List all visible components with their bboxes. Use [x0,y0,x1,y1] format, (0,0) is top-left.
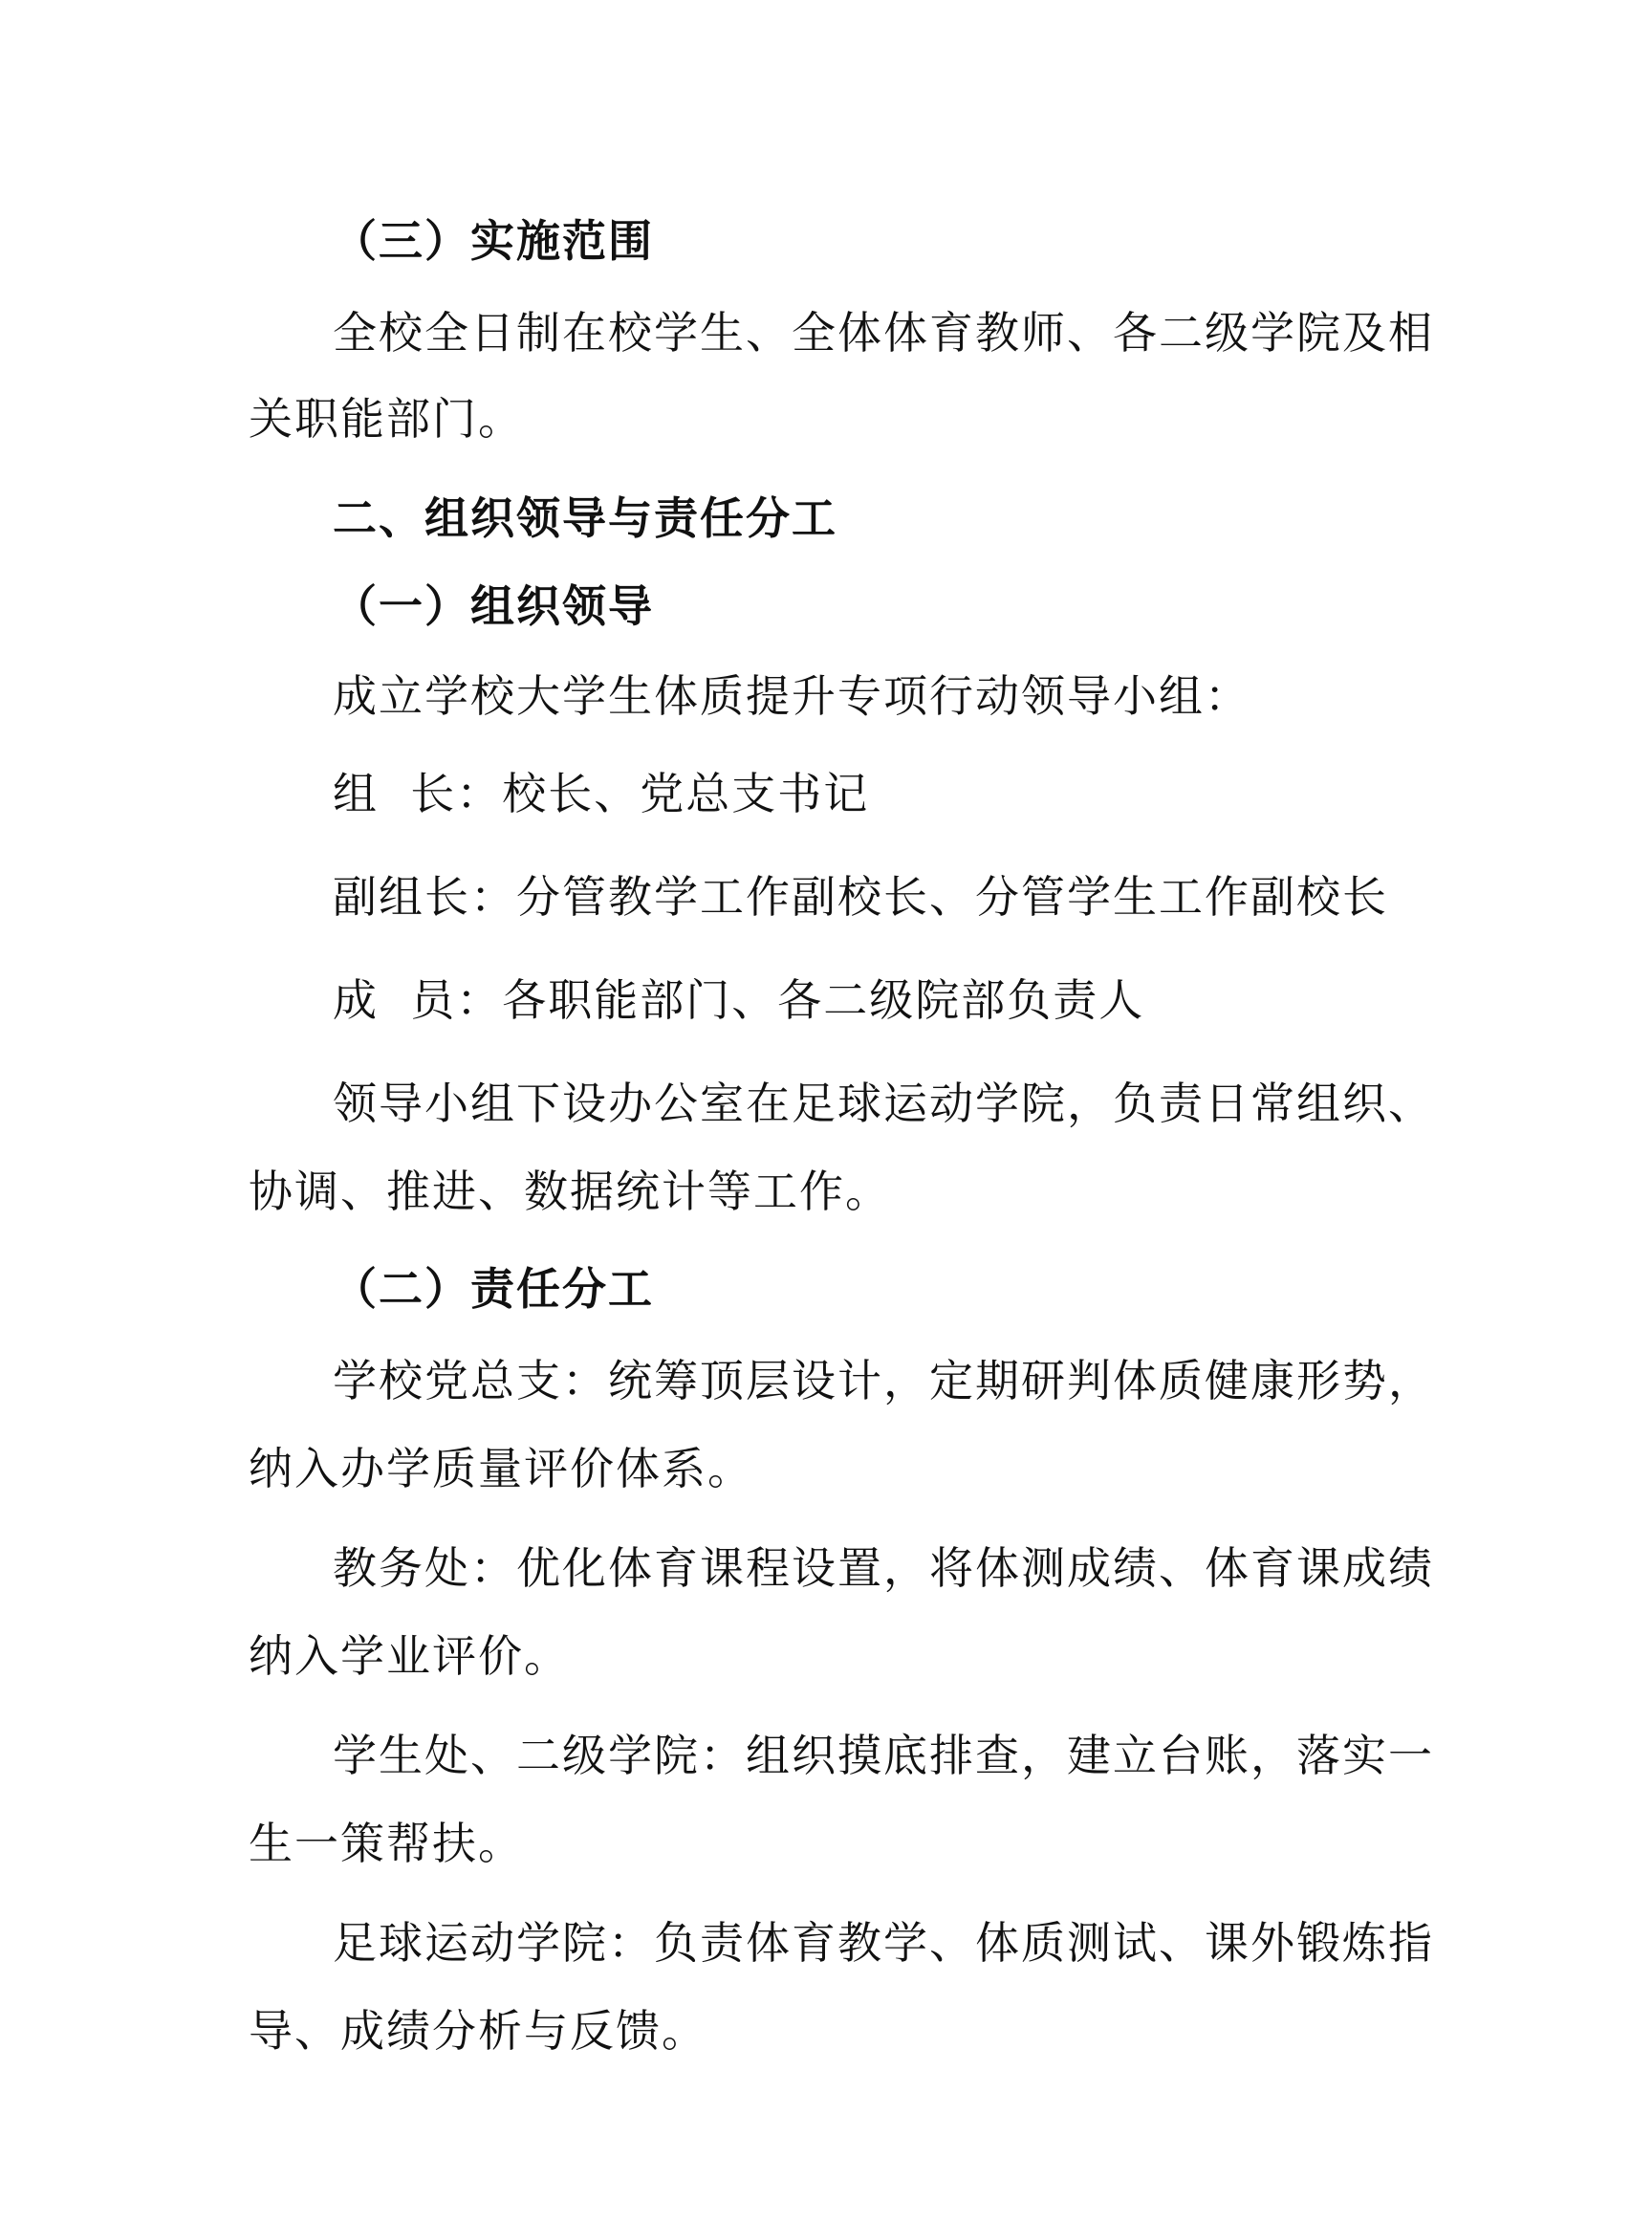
org-heading: （一）组织领导 [333,580,654,632]
duty-paragraph-line2: 纳入学业评价。 [249,1630,570,1682]
scope-heading: （三）实施范围 [333,215,654,267]
org-intro: 成立学校大学生体质提升专项行动领导小组： [333,670,1250,722]
duty-paragraph-line1: 教务处：优化体育课程设置，将体测成绩、体育课成绩 [333,1542,1434,1594]
duty-paragraph-line2: 导、成绩分析与反馈。 [249,2005,707,2057]
duty-heading: （二）责任分工 [333,1263,654,1315]
duty-paragraph-line1: 学校党总支：统筹顶层设计，定期研判体质健康形势， [333,1355,1434,1406]
leader-line: 组 长：校长、党总支书记 [333,768,870,819]
office-paragraph-line2: 协调、推进、数据统计等工作。 [249,1166,891,1217]
duty-paragraph-line2: 生一策帮扶。 [249,1818,524,1869]
scope-paragraph-line1: 全校全日制在校学生、全体体育教师、各二级学院及相 [333,307,1434,359]
scope-paragraph-line2: 关职能部门。 [249,393,524,445]
duty-paragraph-line1: 足球运动学院：负责体育教学、体质测试、课外锻炼指 [333,1917,1434,1969]
duty-paragraph-line2: 纳入办学质量评价体系。 [249,1443,753,1494]
duty-paragraph-line1: 学生处、二级学院：组织摸底排查，建立台账，落实一 [333,1730,1434,1781]
section2-heading: 二、组织领导与责任分工 [333,492,837,544]
deputy-line: 副组长：分管教学工作副校长、分管学生工作副校长 [333,871,1388,923]
office-paragraph-line1: 领导小组下设办公室在足球运动学院，负责日常组织、 [333,1078,1434,1129]
members-line: 成 员：各职能部门、各二级院部负责人 [333,974,1145,1026]
